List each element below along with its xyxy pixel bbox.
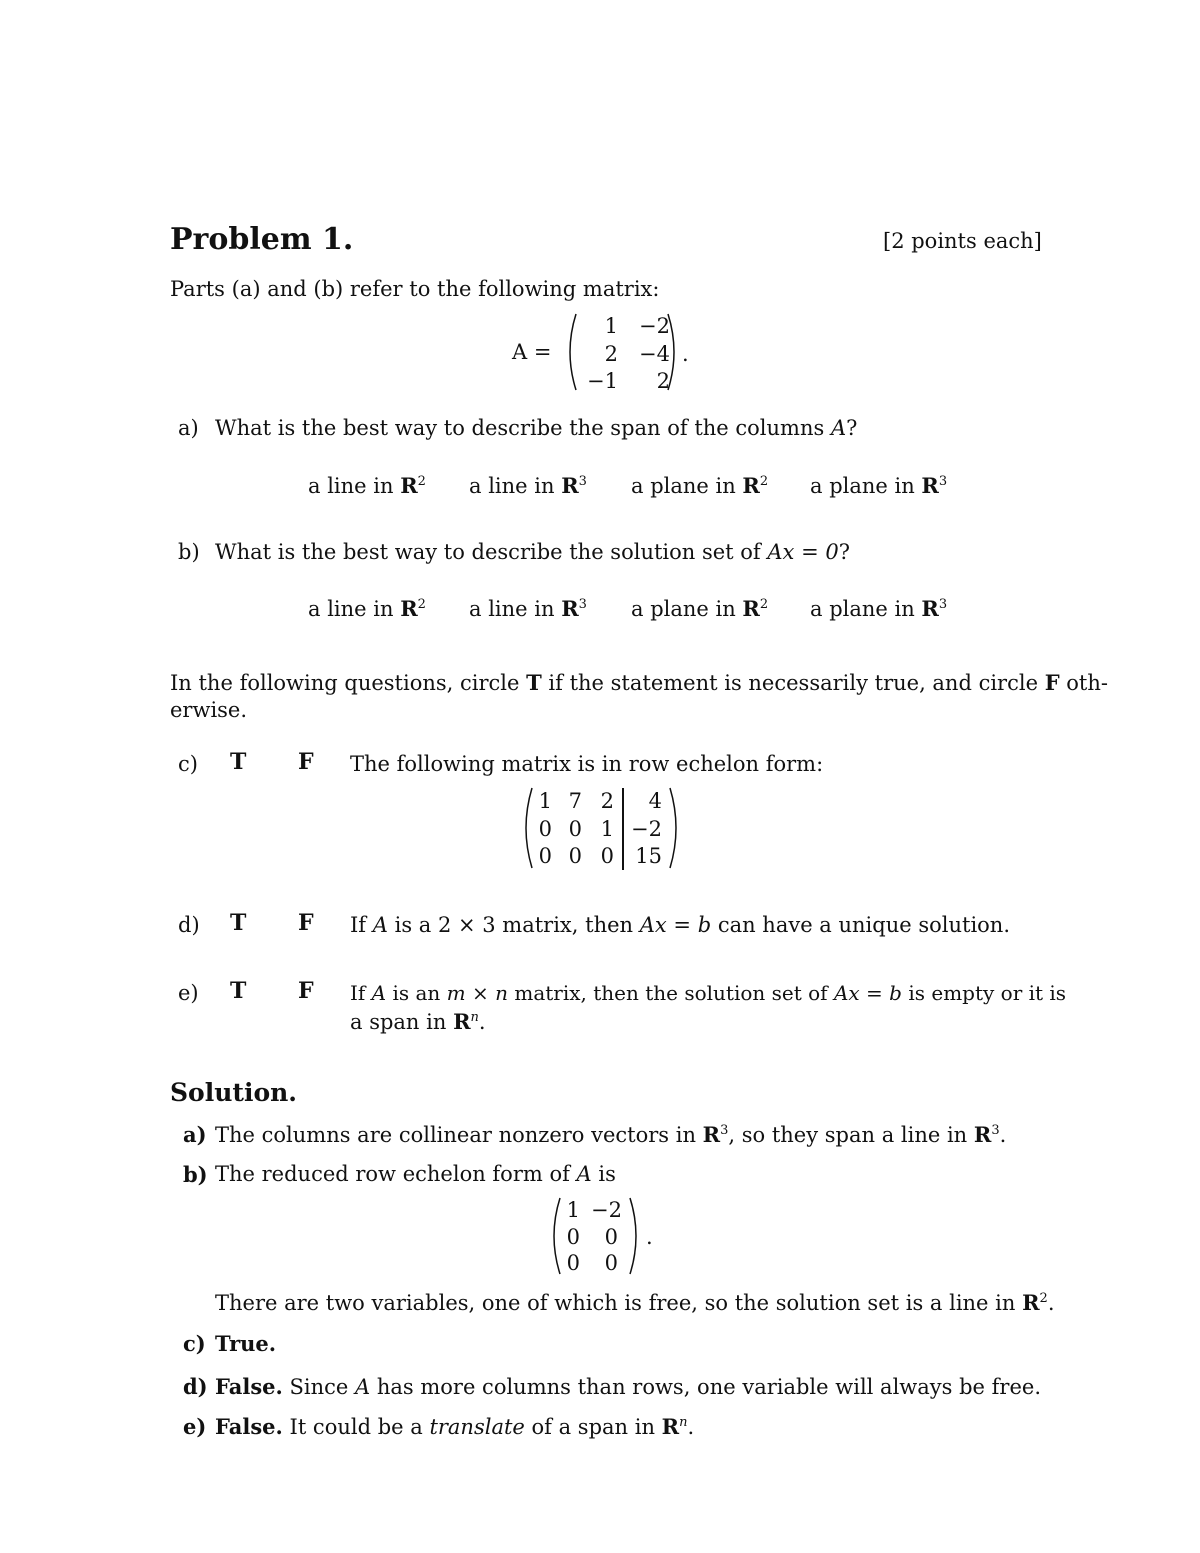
tf-c-label: c) <box>178 752 198 776</box>
matrix-cell: 2 <box>604 342 618 366</box>
tf-c-true[interactable]: T <box>230 749 247 775</box>
matrix-trailing: . <box>682 342 689 366</box>
right-paren <box>666 312 682 392</box>
matrix-cell: 7 <box>568 789 582 813</box>
matrix-trailing: . <box>646 1225 653 1249</box>
solution-d-label: d) <box>183 1374 208 1399</box>
solution-a-text: The columns are collinear nonzero vectors in $R^3$, so they span a line in $R^3$. <box>215 1122 1007 1147</box>
question-b-text: What is the best way to describe the solution set of Ax = 0? <box>215 540 850 564</box>
matrix-cell: 0 <box>566 1225 580 1249</box>
tf-e-statement-line2: a span in $R^n$. <box>350 1009 486 1034</box>
matrix-cell: −4 <box>639 342 670 366</box>
tf-instructions-line1: In the following questions, circle T if the statement is necessarily true, and circle F oth- <box>170 670 1108 695</box>
option-a-3[interactable]: a plane in $R^2$ <box>631 473 769 498</box>
solution-title: Solution. <box>170 1078 298 1107</box>
tf-c-false[interactable]: F <box>298 749 314 775</box>
matrix-cell: 1 <box>604 314 618 338</box>
matrix-cell: 1 <box>600 817 614 841</box>
matrix-cell: 0 <box>568 844 582 868</box>
matrix-cell: 0 <box>538 844 552 868</box>
solution-c-label: c) <box>183 1331 206 1356</box>
question-b-label: b) <box>178 540 200 564</box>
tf-d-statement: If A is a 2 × 3 matrix, then Ax = b can have a unique solution. <box>350 913 1011 937</box>
option-b-3[interactable]: a plane in $R^2$ <box>631 596 769 621</box>
problem-title: Problem 1. <box>170 222 354 257</box>
matrix-cell: −1 <box>587 369 618 393</box>
solution-b-follow: There are two variables, one of which is free, so the solution set is a line in $R^2$. <box>215 1290 1055 1315</box>
matrix-a-label: A = <box>512 340 552 364</box>
tf-e-label: e) <box>178 981 199 1005</box>
solution-b-text: The reduced row echelon form of A is <box>215 1162 616 1186</box>
right-paren <box>668 786 684 870</box>
points-label: [2 points each] <box>883 229 1042 253</box>
matrix-cell: 1 <box>538 789 552 813</box>
matrix-cell: 15 <box>635 844 662 868</box>
matrix-cell: 2 <box>600 789 614 813</box>
tf-e-statement: If A is an m × n matrix, then the solution set of Ax = b is empty or it is <box>350 981 1067 1005</box>
solution-a-label: a) <box>183 1122 207 1147</box>
option-a-1[interactable]: a line in $R^2$ <box>308 473 426 498</box>
question-a-text: What is the best way to describe the span of the columns A? <box>215 416 858 440</box>
solution-e-label: e) <box>183 1414 207 1439</box>
solution-e-text: False. It could be a translate of a span in $R^n$. <box>215 1414 695 1439</box>
tf-d-true[interactable]: T <box>230 910 247 936</box>
option-b-4[interactable]: a plane in $R^3$ <box>810 596 948 621</box>
solution-d-text: False. Since A has more columns than rows, one variable will always be free. <box>215 1374 1041 1399</box>
matrix-cell: 0 <box>566 1251 580 1275</box>
matrix-cell: 1 <box>566 1198 580 1222</box>
matrix-cell: 0 <box>600 844 614 868</box>
augment-divider <box>622 788 624 870</box>
option-b-2[interactable]: a line in $R^3$ <box>469 596 587 621</box>
tf-c-statement: The following matrix is in row echelon form: <box>350 752 824 776</box>
tf-instructions-line2: erwise. <box>170 698 248 722</box>
matrix-cell: 4 <box>648 789 662 813</box>
matrix-cell: 0 <box>538 817 552 841</box>
tf-d-false[interactable]: F <box>298 910 314 936</box>
right-paren <box>628 1196 644 1276</box>
matrix-cell: 0 <box>604 1225 618 1249</box>
augmented-matrix <box>518 786 688 872</box>
option-b-1[interactable]: a line in $R^2$ <box>308 596 426 621</box>
matrix-cell: −2 <box>639 314 670 338</box>
matrix-a <box>512 312 692 392</box>
matrix-cell: 2 <box>656 369 670 393</box>
tf-e-false[interactable]: F <box>298 978 314 1004</box>
tf-d-label: d) <box>178 913 200 937</box>
option-a-2[interactable]: a line in $R^3$ <box>469 473 587 498</box>
matrix-cell: −2 <box>631 817 662 841</box>
rref-matrix <box>546 1196 676 1276</box>
matrix-cell: 0 <box>568 817 582 841</box>
matrix-cell: 0 <box>604 1251 618 1275</box>
matrix-cell: −2 <box>591 1198 622 1222</box>
question-a-label: a) <box>178 416 199 440</box>
tf-e-true[interactable]: T <box>230 978 247 1004</box>
solution-c-verdict: True. <box>215 1331 277 1356</box>
option-a-4[interactable]: a plane in $R^3$ <box>810 473 948 498</box>
solution-b-label: b) <box>183 1162 208 1187</box>
problem-intro: Parts (a) and (b) refer to the following matrix: <box>170 277 660 301</box>
